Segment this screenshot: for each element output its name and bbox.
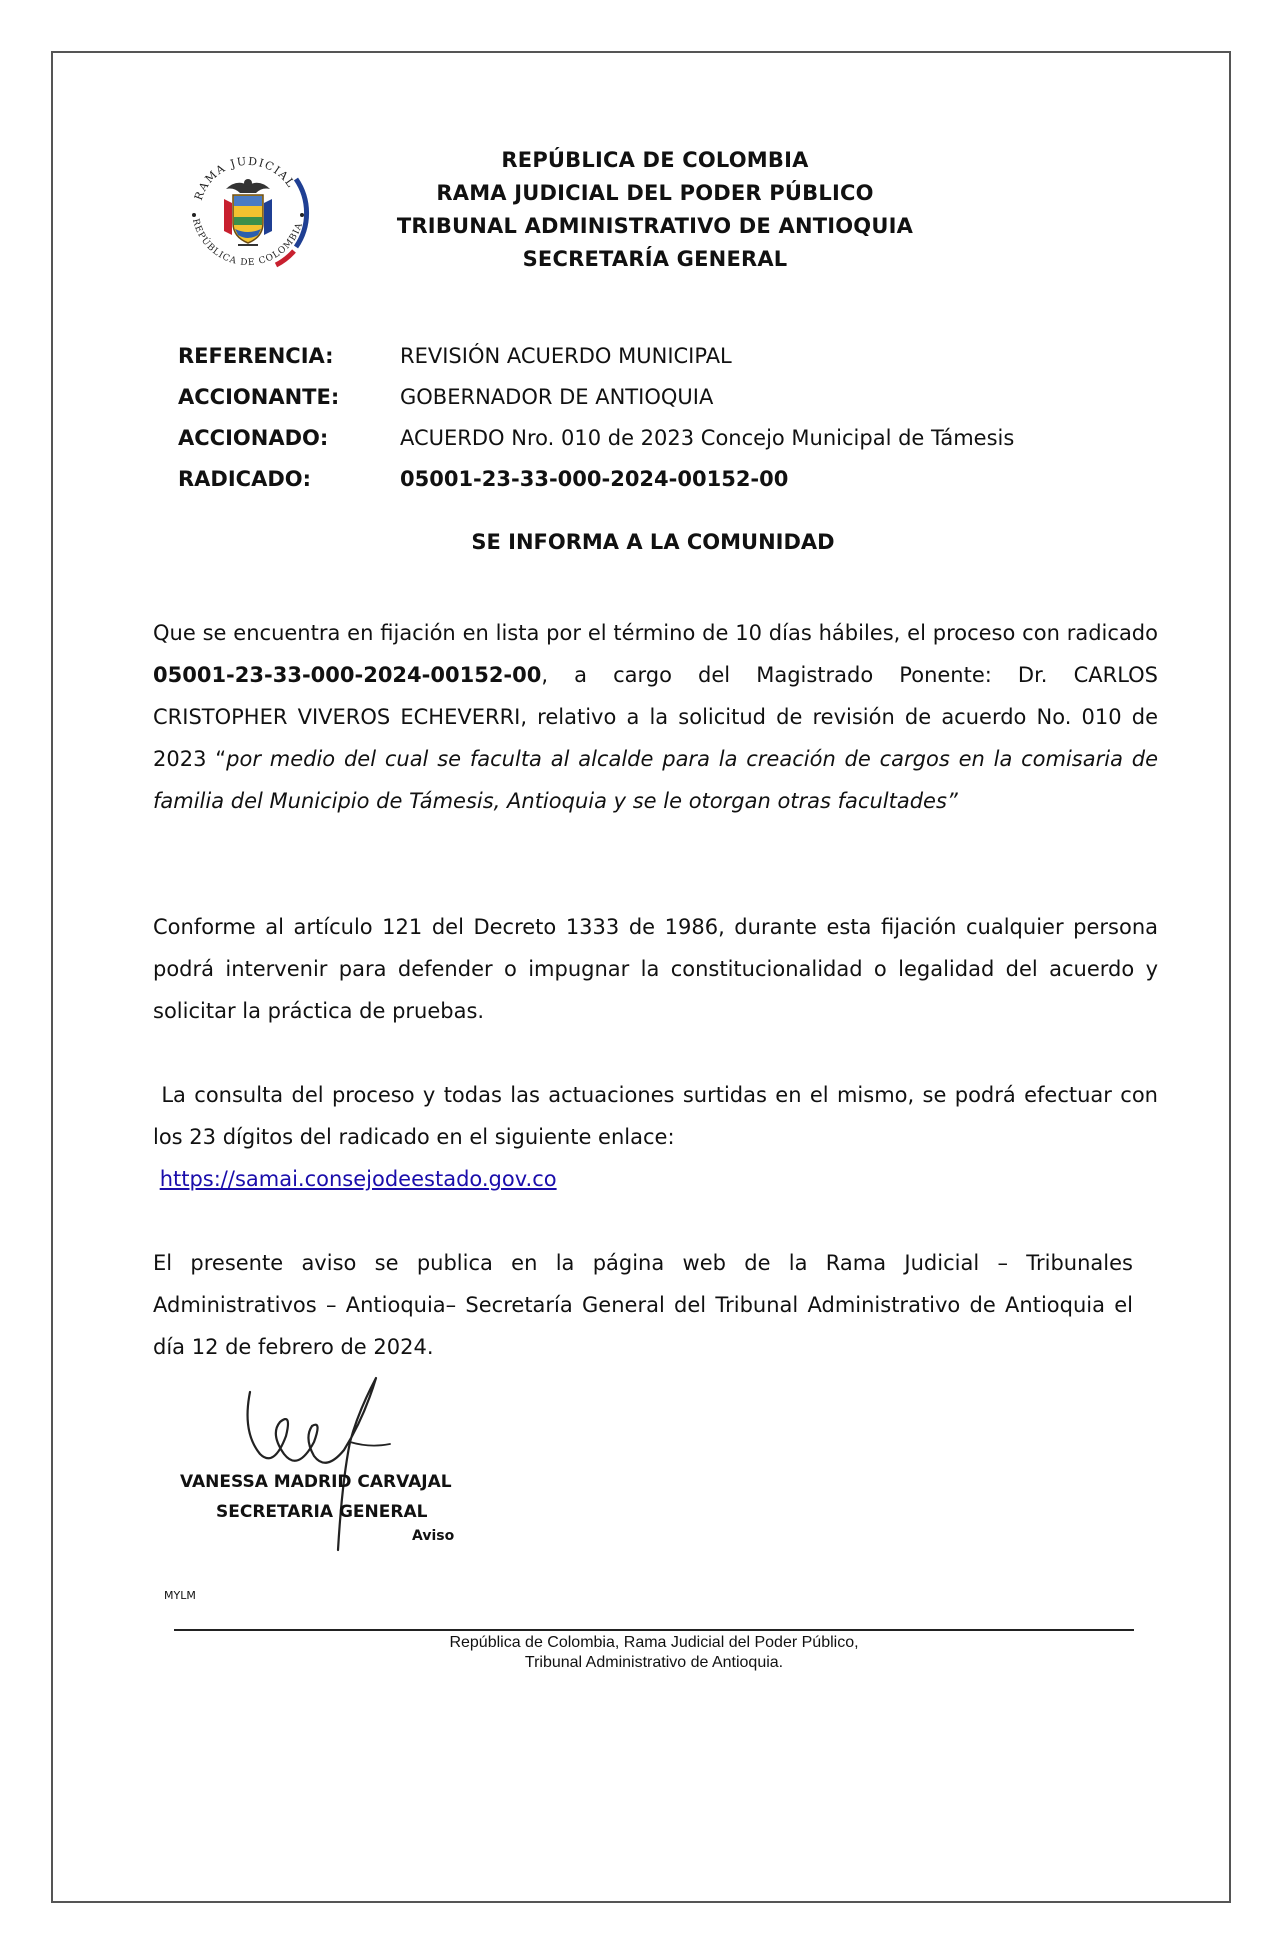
seal-bottom-text: REPÚBLICA DE COLOMBIA — [189, 217, 306, 269]
paragraph-conforme: Conforme al artículo 121 del Decreto 1333 de 1986, durante esta fijación cualquier persona podrá intervenir para defender o impugnar la constitucionalidad o legalidad del acuerdo y solicitar la práctica de pruebas. — [153, 915, 1158, 1023]
signer-title: SECRETARIA GENERAL — [216, 1502, 428, 1522]
radicado-number: 05001-23-33-000-2024-00152-00 — [153, 663, 542, 687]
document-header — [300, 144, 1010, 276]
paragraph-publicacion: El presente aviso se publica en la página web de la Rama Judicial – Tribunales Administrativos – Antioquia– Secretaría General del Tribunal Administrativo de Antioquia el día 12 de febrero de 2024. — [153, 1251, 1133, 1359]
ref-row-accionante — [178, 385, 1178, 426]
ref-label: ACCIONANTE: — [178, 385, 340, 409]
ref-row-accionado — [178, 426, 1178, 467]
seal-top-text: RAMA JUDICIAL — [191, 154, 298, 203]
rama-judicial-seal-icon — [178, 143, 318, 283]
ref-label: RADICADO: — [178, 467, 312, 491]
signature-note: Aviso — [412, 1528, 455, 1544]
ref-label: ACCIONADO: — [178, 426, 329, 450]
footer-line: Tribunal Administrativo de Antioquia. — [524, 1654, 784, 1671]
ref-value: REVISIÓN ACUERDO MUNICIPAL — [400, 344, 732, 368]
ref-value: 05001-23-33-000-2024-00152-00 — [400, 467, 789, 491]
paragraph-text: , a cargo del Magistrado Ponente: Dr. CARLOS CRISTOPHER VIVEROS ECHEVERRI, relativo a la solicitud de revisión de acuerdo No. 010 de 2023 “ — [153, 663, 1158, 771]
footer-divider — [174, 1629, 1134, 1631]
paragraph-consulta — [153, 1074, 1165, 1200]
ref-value: ACUERDO Nro. 010 de 2023 Concejo Municipal de Támesis — [400, 426, 1015, 450]
header-office: SECRETARÍA GENERAL — [522, 247, 788, 271]
paragraph-fijacion — [153, 612, 1158, 822]
paragraph-text: La consulta del proceso y todas las actuaciones surtidas en el mismo, se podrá efectuar con los 23 dígitos del radicado en el siguiente enlace: — [153, 1083, 1165, 1149]
ref-row-radicado — [178, 467, 1178, 508]
header-tribunal: TRIBUNAL ADMINISTRATIVO DE ANTIOQUIA — [396, 214, 914, 238]
samai-link[interactable]: https://samai.consejodeestado.gov.co — [159, 1167, 557, 1191]
header-branch: RAMA JUDICIAL DEL PODER PÚBLICO — [436, 181, 874, 205]
paragraph-text: Que se encuentra en fijación en lista por el término de 10 días hábiles, el proceso con radicado — [153, 621, 1158, 645]
ref-label: REFERENCIA: — [178, 344, 334, 368]
signer-name: VANESSA MADRID CARVAJAL — [180, 1472, 452, 1492]
ref-value: GOBERNADOR DE ANTIOQUIA — [400, 385, 714, 409]
handwritten-signature — [240, 1372, 410, 1552]
acuerdo-quote: por medio del cual se faculta al alcalde para la creación de cargos en la comisaria de familia del Municipio de Támesis, Antioquia y se le otorgan otras facultades” — [153, 747, 1159, 813]
reference-block — [178, 344, 1178, 508]
header-country: REPÚBLICA DE COLOMBIA — [501, 148, 809, 172]
ref-row-referencia — [178, 344, 1178, 385]
inform-title: SE INFORMA A LA COMUNIDAD — [471, 530, 835, 554]
page-footer — [174, 1633, 1134, 1673]
transcriber-initials: MYLM — [164, 1589, 196, 1602]
footer-line: República de Colombia, Rama Judicial del Poder Público, — [449, 1634, 859, 1651]
